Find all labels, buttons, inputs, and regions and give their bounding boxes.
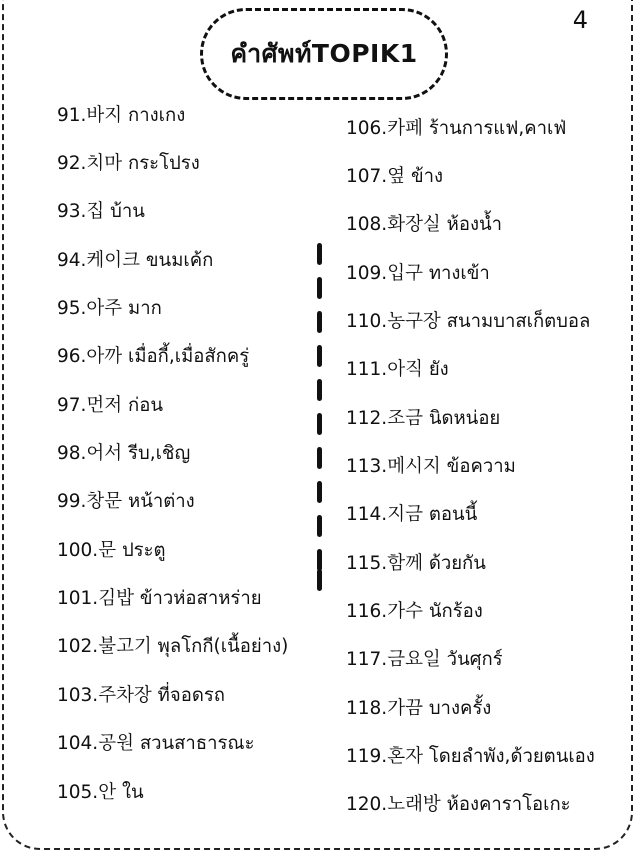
list-item: 104.공원 สวนสาธารณะ	[57, 733, 255, 754]
divider-dash	[317, 277, 322, 299]
list-item: 105.안 ใน	[57, 782, 144, 803]
list-item: 117.금요일 วันศุกร์	[346, 649, 503, 670]
list-item: 114.지금 ตอนนี้	[346, 504, 478, 525]
divider-dash	[317, 413, 322, 435]
list-item: 113.메시지 ข้อความ	[346, 456, 516, 477]
title-box	[200, 8, 448, 100]
list-item: 119.혼자 โดยลำพัง,ด้วยตนเอง	[346, 746, 595, 767]
divider-dash	[317, 515, 322, 537]
list-item: 95.아주 มาก	[57, 298, 162, 319]
divider-dash	[317, 243, 322, 265]
list-item: 100.문 ประตู	[57, 540, 166, 561]
list-item: 92.치마 กระโปรง	[57, 153, 200, 174]
list-item: 116.가수 นักร้อง	[346, 601, 483, 622]
list-item: 102.불고기 พุลโกกี(เนื้อย่าง)	[57, 636, 289, 657]
divider-dash	[317, 345, 322, 367]
divider-dash	[317, 379, 322, 401]
divider-dash	[317, 447, 322, 469]
list-item: 91.바지 กางเกง	[57, 105, 186, 126]
list-item: 96.아까 เมื่อกี้,เมื่อสักครู่	[57, 346, 250, 367]
list-item: 103.주차장 ที่จอดรถ	[57, 685, 225, 706]
divider-dash	[317, 549, 322, 571]
list-item: 110.농구장 สนามบาสเก็ตบอล	[346, 311, 591, 332]
page-number: 4	[572, 6, 588, 34]
list-item: 101.김밥 ข้าวห่อสาหร่าย	[57, 588, 262, 609]
list-item: 107.옆 ข้าง	[346, 166, 444, 187]
list-item: 111.아직 ยัง	[346, 359, 449, 380]
list-item: 97.먼저 ก่อน	[57, 395, 164, 416]
list-item: 94.케이크 ขนมเค้ก	[57, 250, 214, 271]
list-item: 106.카페 ร้านการแฟ,คาเฟ่	[346, 118, 567, 139]
divider-dash	[317, 481, 322, 503]
list-item: 115.함께 ด้วยกัน	[346, 553, 486, 574]
page-title: คำศัพท์TOPIK1	[230, 39, 418, 68]
list-item: 98.어서 รีบ,เชิญ	[57, 443, 191, 464]
divider-dash	[317, 569, 322, 591]
list-item: 118.가끔 บางครั้ง	[346, 698, 492, 719]
list-item: 120.노래방 ห้องคาราโอเกะ	[346, 794, 571, 815]
list-item: 93.집 บ้าน	[57, 201, 145, 222]
list-item: 112.조금 นิดหน่อย	[346, 408, 501, 429]
list-item: 108.화장실 ห้องน้ำ	[346, 214, 503, 235]
list-item: 99.창문 หน้าต่าง	[57, 491, 195, 512]
divider-dash	[317, 311, 322, 333]
list-item: 109.입구 ทางเข้า	[346, 263, 490, 284]
